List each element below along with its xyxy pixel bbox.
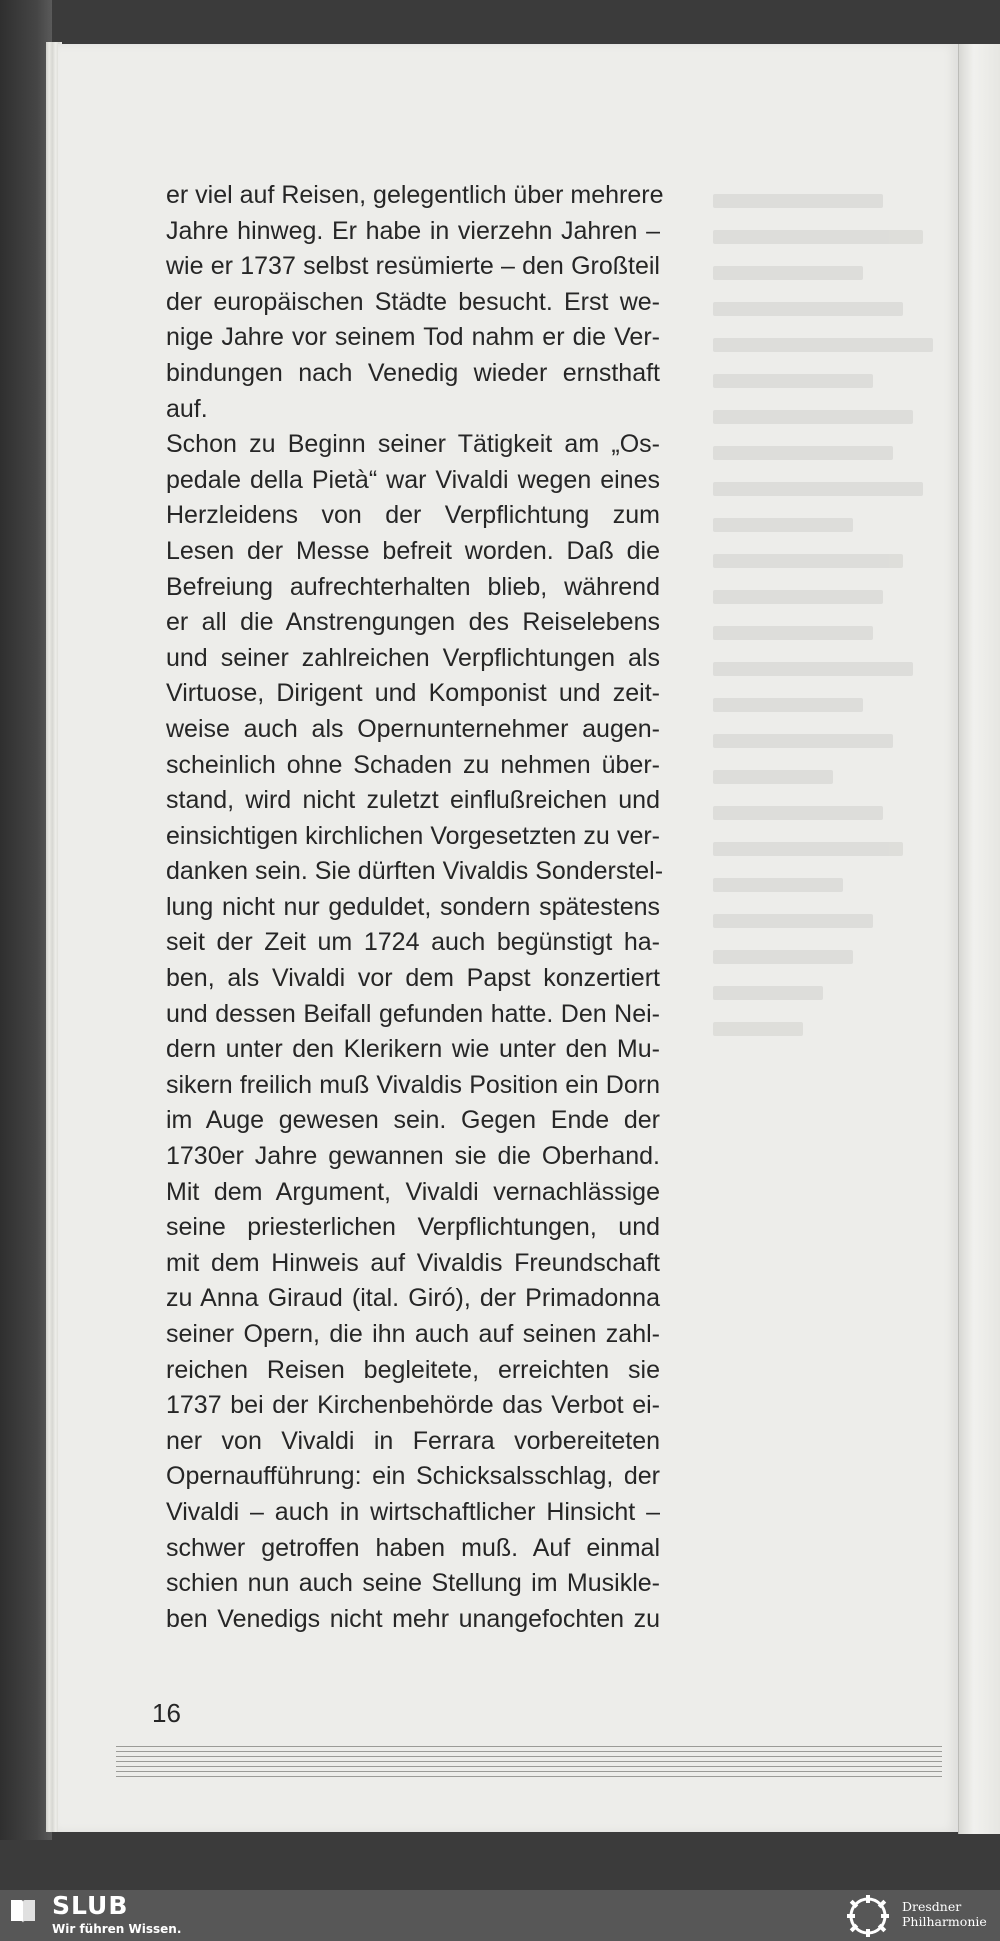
text-line: und dessen Beifall gefunden hatte. Den Nei- [166,999,660,1028]
partner-name-line1: Dresdner [902,1899,962,1914]
scan-left-edge [0,0,52,1840]
slub-book-icon[interactable] [8,1896,38,1926]
text-line: seine priesterlichen Verpflichtungen, und [166,1213,660,1242]
text-line: seiner Opern, die ihn auch auf seinen zahl- [166,1320,660,1348]
text-line: scheinlich ohne Schaden zu nehmen über- [166,750,660,779]
text-line: Befreiung aufrechterhalten blieb, während [166,572,660,601]
show-through-from-reverse-side [713,194,953,1134]
text-line: zu Anna Giraud (ital. Giró), der Primadonna [166,1284,660,1313]
library-tagline: Wir führen Wissen. [52,1922,182,1936]
footer-bar [0,1890,1000,1941]
text-line: auf. [166,394,208,423]
text-line: Mit dem Argument, Vivaldi vernachlässige [166,1177,660,1206]
text-line: er viel auf Reisen, gelegentlich über mehrere [166,181,664,209]
text-line: danken sein. Sie dürften Vivaldis Sonderstel- [166,857,664,886]
text-line: weise auch als Opernunternehmer augen- [166,714,660,743]
text-line: 1737 bei der Kirchenbehörde das Verbot ei- [166,1391,660,1420]
body-text [166,178,664,1637]
text-line: einsichtigen kirchlichen Vorgesetzten zu ver- [166,821,660,850]
text-line: er all die Anstrengungen des Reiselebens [166,608,660,637]
text-line: im Auge gewesen sein. Gegen Ende der [166,1106,660,1135]
text-line: 1730er Jahre gewannen sie die Oberhand. [166,1142,660,1171]
text-line: stand, wird nicht zuletzt einflußreichen und [166,786,660,815]
text-line: nige Jahre vor seinem Tod nahm er die Ver- [166,323,660,352]
music-staff-lines [116,1746,942,1786]
text-line: Schon zu Beginn seiner Tätigkeit am „Os- [166,430,660,459]
text-line: ben, als Vivaldi vor dem Papst konzertiert [166,964,660,993]
text-line: Herzleidens von der Verpflichtung zum [166,501,660,530]
text-line: mit dem Hinweis auf Vivaldis Freundschaft [166,1248,660,1277]
text-line: schien nun auch seine Stellung im Musikle- [166,1569,660,1598]
text-line: schwer getroffen haben muß. Auf einmal [166,1533,660,1562]
text-line: ner von Vivaldi in Ferrara vorbereiteten [166,1426,660,1455]
library-name[interactable]: SLUB [52,1891,129,1920]
text-line: Virtuose, Dirigent und Komponist und zeit- [166,679,660,708]
text-line: Opernaufführung: ein Schicksalsschlag, der [166,1462,660,1491]
text-line: lung nicht nur geduldet, sondern spätestens [166,892,660,921]
next-page-edge [958,44,1000,1834]
text-line: bindungen nach Venedig wieder ernsthaft [166,358,660,387]
text-line: Lesen der Messe befreit worden. Daß die [166,536,660,565]
text-line: Vivaldi – auch in wirtschaftlicher Hinsicht – [166,1497,660,1526]
page-number: 16 [144,1698,189,1729]
text-line: Jahre hinweg. Er habe in vierzehn Jahren – [166,216,660,245]
text-line: sikern freilich muß Vivaldis Position ein Dorn [166,1070,660,1099]
text-line: der europäischen Städte besucht. Erst we- [166,287,660,316]
text-line: wie er 1737 selbst resümierte – den Großteil [166,252,660,281]
text-line: pedale della Pietà“ war Vivaldi wegen eines [166,465,660,494]
text-line: reichen Reisen begleitete, erreichten sie [166,1355,660,1384]
text-line: dern unter den Klerikern wie unter den Mu- [166,1035,660,1064]
dresdner-philharmonie-logo-icon[interactable] [842,1894,894,1938]
partner-name-line2: Philharmonie [902,1914,987,1929]
text-line: seit der Zeit um 1724 auch begünstigt ha- [166,928,660,957]
text-line: ben Venedigs nicht mehr unangefochten zu [166,1604,660,1633]
text-line: und seiner zahlreichen Verpflichtungen als [166,643,660,672]
